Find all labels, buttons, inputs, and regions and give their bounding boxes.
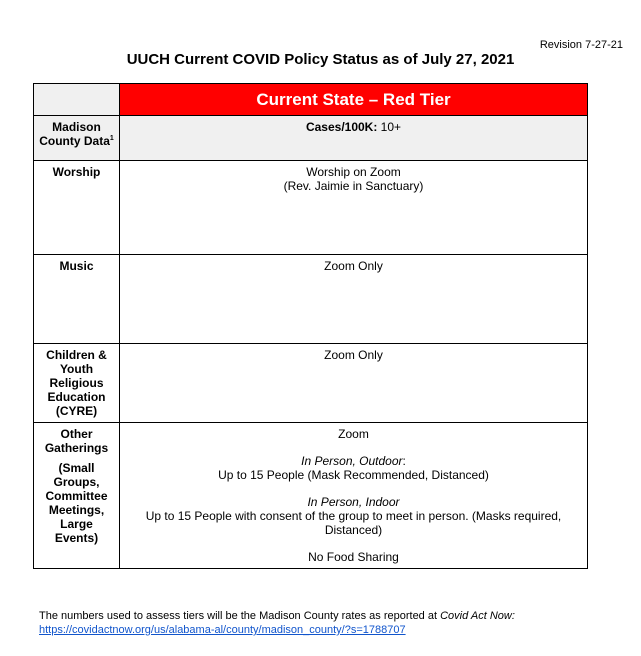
worship-policy: Worship on Zoom (Rev. Jaimie in Sanctuary): [120, 161, 588, 255]
table-row: [34, 423, 588, 569]
policy-table: [33, 83, 588, 569]
music-policy: Zoom Only: [120, 255, 588, 344]
tier-header: Current State – Red Tier: [120, 84, 588, 116]
source-link[interactable]: https://covidactnow.org/us/alabama-al/county/madison_county/?s=1788707: [39, 624, 406, 636]
page-title: UUCH Current COVID Policy Status as of July 27, 2021: [126, 51, 515, 68]
row-label-music: Music: [34, 255, 120, 344]
row-label-madison: Madison County Data$^1$: [34, 116, 120, 161]
cyre-policy: Zoom Only: [120, 344, 588, 423]
footnote: The numbers used to assess tiers will be the Madison County rates as reported at Covid Act Now: https://covidactnow.org/us/alabama-al/county/madison_county/?s=1788707: [39, 610, 515, 636]
table-row: [34, 116, 588, 161]
row-label-other: Other Gatherings (Small Groups, Committee Meetings, Large Events): [34, 423, 120, 569]
revision-label: Revision 7-27-21: [539, 39, 623, 51]
table-row: [34, 344, 588, 423]
table-row: [34, 255, 588, 344]
madison-cases: Cases/100K: 10+: [120, 116, 588, 161]
empty-header-cell: [34, 84, 120, 116]
row-label-worship: Worship: [34, 161, 120, 255]
table-header-row: [34, 84, 588, 116]
row-label-cyre: Children & Youth Religious Education (CYRE): [34, 344, 120, 423]
table-row: [34, 161, 588, 255]
other-policy: Zoom In Person, Outdoor: Up to 15 People (Mask Recommended, Distanced) In Person, Indoor Up to 15 People with consent of the group to meet in person. (Masks required, Distanced) No Food Sharing: [120, 423, 588, 569]
